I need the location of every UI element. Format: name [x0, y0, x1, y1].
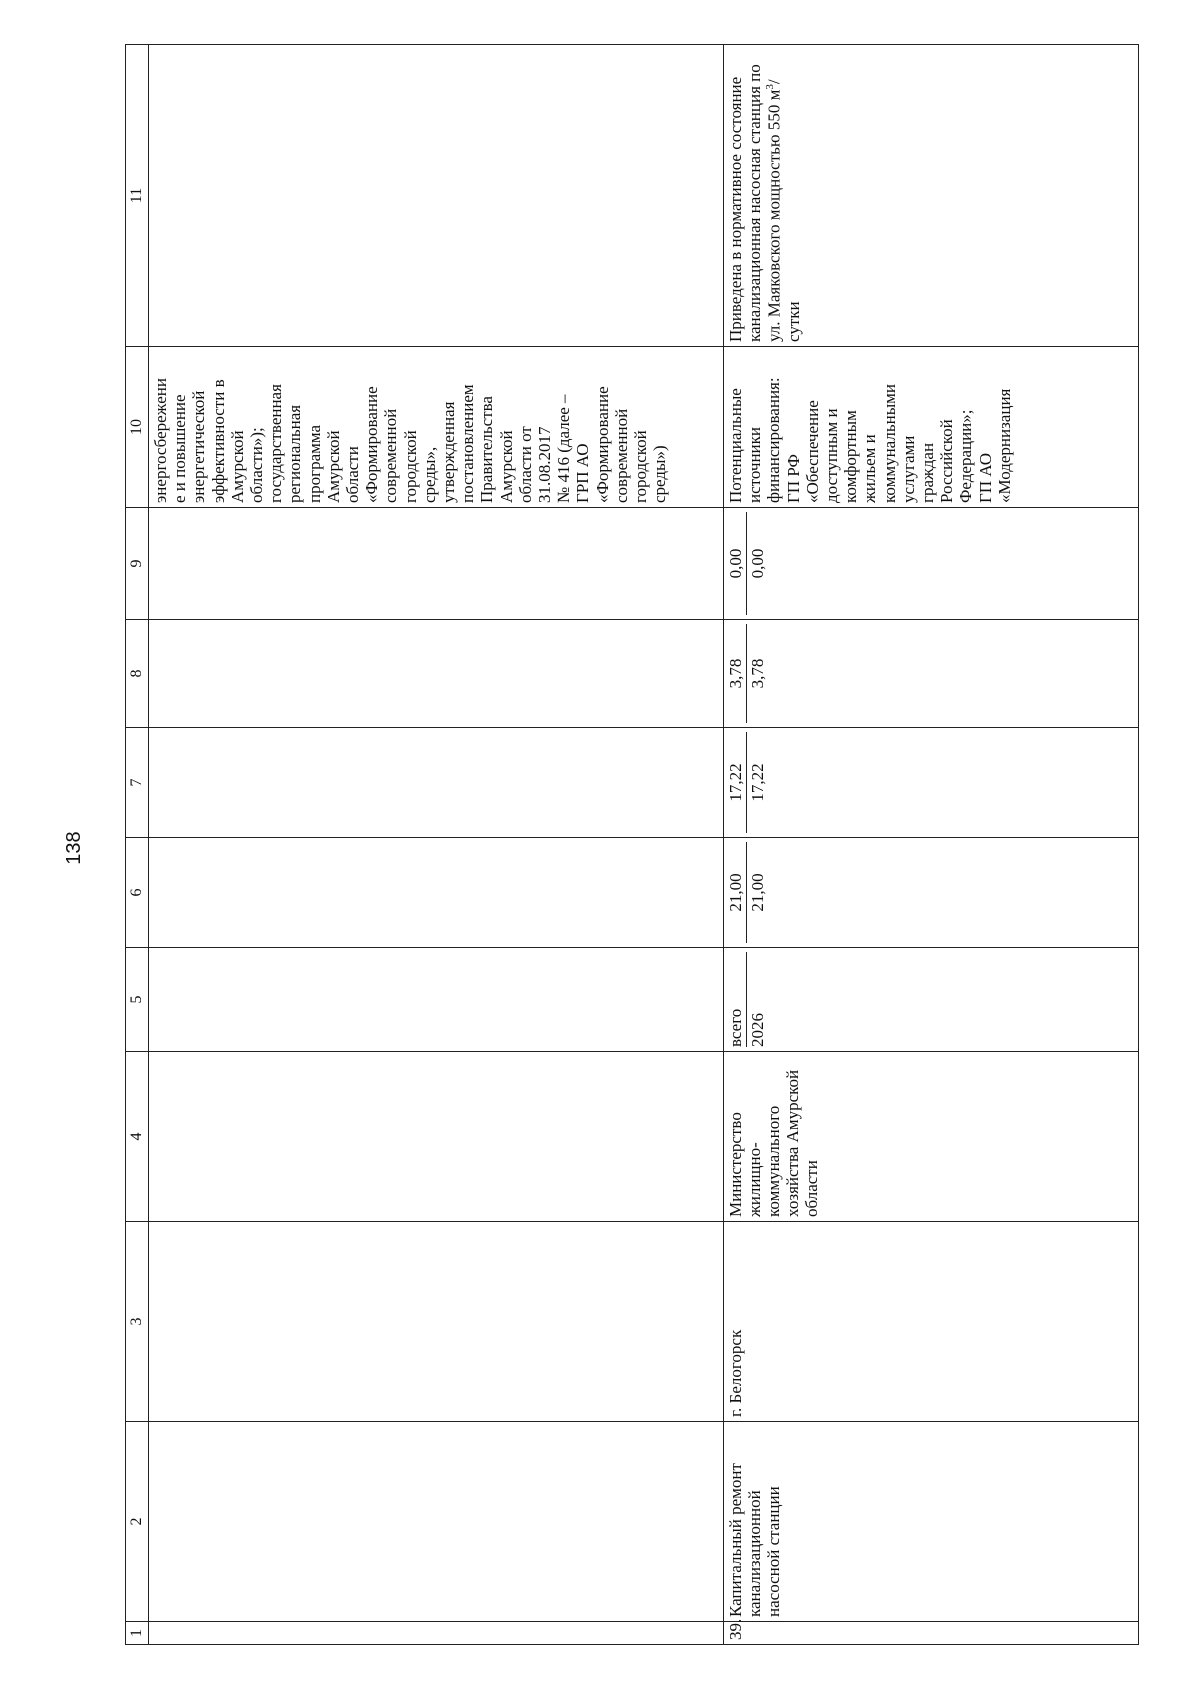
row-number: 39. — [724, 1622, 1139, 1645]
header-cell: 10 — [126, 347, 149, 508]
header-cell: 8 — [126, 620, 149, 728]
table-cell — [149, 508, 724, 620]
expected-result-superscript: 3 — [764, 84, 777, 90]
table-cell — [149, 948, 724, 1052]
project-executor: Министерство жилищно-коммунального хозяйства Амурской области — [724, 1052, 1139, 1222]
amount-total: 0,00 — [726, 512, 747, 615]
financing-sources: Потенциальные источники финансирования: ГП РФ «Обеспечение доступным и комфортным жильем и коммунальными услугами граждан Российской Федерации»; ГП АО «Модернизация — [724, 347, 1139, 508]
table-cell — [149, 1622, 724, 1645]
expected-result-text: Приведена в нормативное состояние канализационная насосная станция по ул. Маяковского мощностью 550 м — [726, 64, 784, 342]
header-cell: 7 — [126, 728, 149, 838]
amount-year: 21,00 — [748, 873, 768, 912]
header-cell: 3 — [126, 1222, 149, 1422]
header-cell: 1 — [126, 1622, 149, 1645]
header-row — [126, 45, 149, 1645]
table-cell — [149, 1052, 724, 1222]
project-location: г. Белогорск — [724, 1222, 1139, 1422]
table-row-continuation — [149, 45, 724, 1645]
amount-total: 17,22 — [726, 732, 747, 833]
header-cell: 5 — [126, 948, 149, 1052]
amount-cell-9 — [724, 508, 1139, 620]
project-name: Капитальный ремонт канализационной насосной станции — [724, 1422, 1139, 1622]
header-cell: 11 — [126, 45, 149, 347]
amount-year: 17,22 — [748, 763, 768, 802]
header-cell: 2 — [126, 1422, 149, 1622]
document-table-rotated — [125, 45, 1135, 1645]
table-cell — [149, 728, 724, 838]
table-cell — [149, 838, 724, 948]
financing-sources-continued: энергосбережени е и повышение энергетической эффективности в Амурской области»); государственная региональная программа Амурской области «Формирование современной городской среды», утвержденная постановлением Правительства Амурской области от 31.08.2017 № 416 (далее – ГРП АО «Формирование современной городской среды») — [149, 347, 724, 508]
amount-total: 21,00 — [726, 842, 747, 943]
header-cell: 9 — [126, 508, 149, 620]
period-year: 2026 — [748, 1013, 768, 1047]
table-cell — [149, 1422, 724, 1622]
period-total-label: всего — [726, 952, 747, 1047]
amount-year: 0,00 — [748, 548, 768, 579]
header-cell: 4 — [126, 1052, 149, 1222]
amount-cell-7 — [724, 728, 1139, 838]
table-cell — [149, 620, 724, 728]
header-cell: 6 — [126, 838, 149, 948]
table-cell — [149, 1222, 724, 1422]
amount-year: 3,78 — [748, 658, 768, 689]
table-cell — [149, 45, 724, 347]
amount-total: 3,78 — [726, 624, 747, 723]
amount-cell-8 — [724, 620, 1139, 728]
table-row — [724, 45, 1139, 1645]
financing-table — [125, 44, 1139, 1645]
expected-result — [724, 45, 1139, 347]
page-number: 138 — [63, 831, 85, 865]
amount-cell-6 — [724, 838, 1139, 948]
period-cell — [724, 948, 1139, 1052]
expected-result-unit: /сутки — [764, 79, 803, 342]
